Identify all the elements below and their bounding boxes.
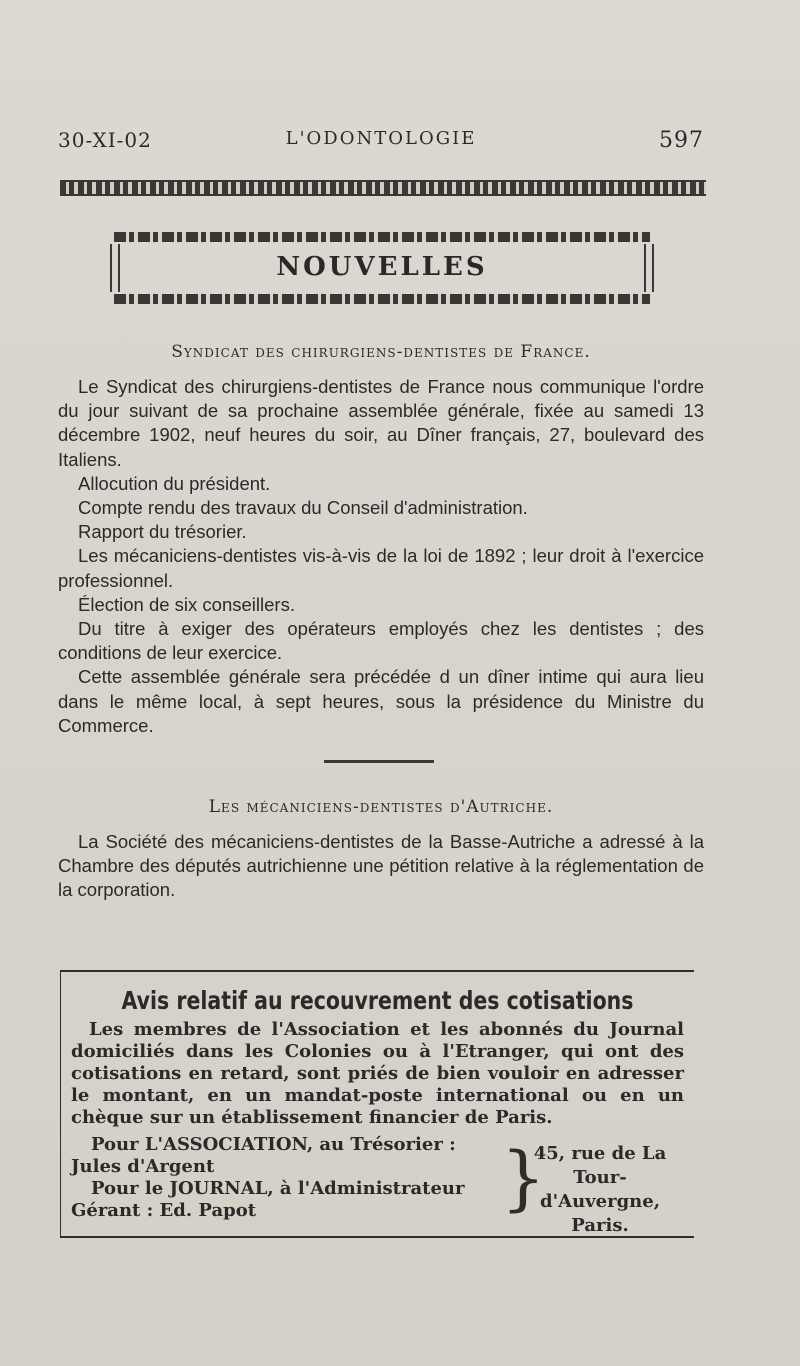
notice-body bbox=[61, 1019, 694, 1129]
article1-paragraph: Compte rendu des travaux du Conseil d'administration. bbox=[78, 497, 528, 519]
article1-paragraph: Le Syndicat des chirurgiens-dentistes de France nous communique l'ordre du jour suivant de sa prochaine assemblée générale, fixée au samedi 13 décembre 1902, neuf heures du soir, au Dîner français, 27, boulevard des Italiens. bbox=[58, 376, 704, 470]
section-heading-frame bbox=[102, 226, 662, 310]
article1-title: Syndicat des chirurgiens-dentistes de France. bbox=[171, 342, 591, 362]
article1-paragraph: Les mécaniciens-dentistes vis-à-vis de la loi de 1892 ; leur droit à l'exercice professionnel. bbox=[58, 545, 704, 591]
running-header bbox=[58, 128, 704, 158]
recipient-association: Pour L'ASSOCIATION, au Trésorier : Jules d'Argent bbox=[71, 1134, 456, 1177]
article1-body bbox=[58, 375, 704, 738]
section-divider bbox=[324, 760, 434, 763]
article2-paragraph: La Société des mécaniciens-dentistes de la Basse-Autriche a adressé à la Chambre des députés autrichienne une pétition relative à la réglementation de la corporation. bbox=[58, 831, 704, 901]
notice-address-block bbox=[71, 1134, 683, 1236]
page-number: 597 bbox=[659, 128, 704, 153]
article2-title: Les mécaniciens-dentistes d'Autriche. bbox=[208, 797, 554, 817]
section-heading: NOUVELLES bbox=[276, 252, 488, 282]
article1-paragraph: Rapport du trésorier. bbox=[78, 521, 247, 543]
article1-paragraph: Élection de six conseillers. bbox=[78, 593, 295, 615]
frame-border-top bbox=[114, 232, 650, 242]
article1-paragraph: Du titre à exiger des opérateurs employés chez les dentistes ; des conditions de leur exercice. bbox=[58, 618, 704, 664]
header-date: 30-XI-02 bbox=[58, 128, 152, 152]
notice-recipients bbox=[71, 1134, 501, 1222]
header-journal-title: L'ODONTOLOGIE bbox=[285, 128, 477, 149]
recipient-journal: Pour le JOURNAL, à l'Administrateur Gérant : Ed. Papot bbox=[71, 1178, 465, 1221]
frame-border-bottom bbox=[114, 294, 650, 304]
article1-paragraph: Allocution du président. bbox=[78, 472, 271, 494]
notice-address: 45, rue de La Tour-d'Auvergne, Paris. bbox=[533, 1143, 667, 1236]
article2-body bbox=[58, 830, 704, 903]
ornamental-band bbox=[60, 180, 706, 196]
notice-text: Les membres de l'Association et les abonnés du Journal domiciliés dans les Colonies ou à l'Etranger, qui ont des cotisations en retard, sont priés de bien vouloir en adresser le montant, en un mandat-poste international ou en un chèque sur un établissement financier de Paris. bbox=[71, 1019, 684, 1128]
notice-box bbox=[60, 970, 694, 1238]
article1-paragraph: Cette assemblée générale sera précédée d un dîner intime qui aura lieu dans le même local, à sept heures, sous la présidence du Ministre du Commerce. bbox=[58, 666, 704, 736]
notice-title: Avis relatif au recouvrement des cotisations bbox=[121, 986, 634, 1015]
brace-mark: } bbox=[501, 1137, 546, 1219]
